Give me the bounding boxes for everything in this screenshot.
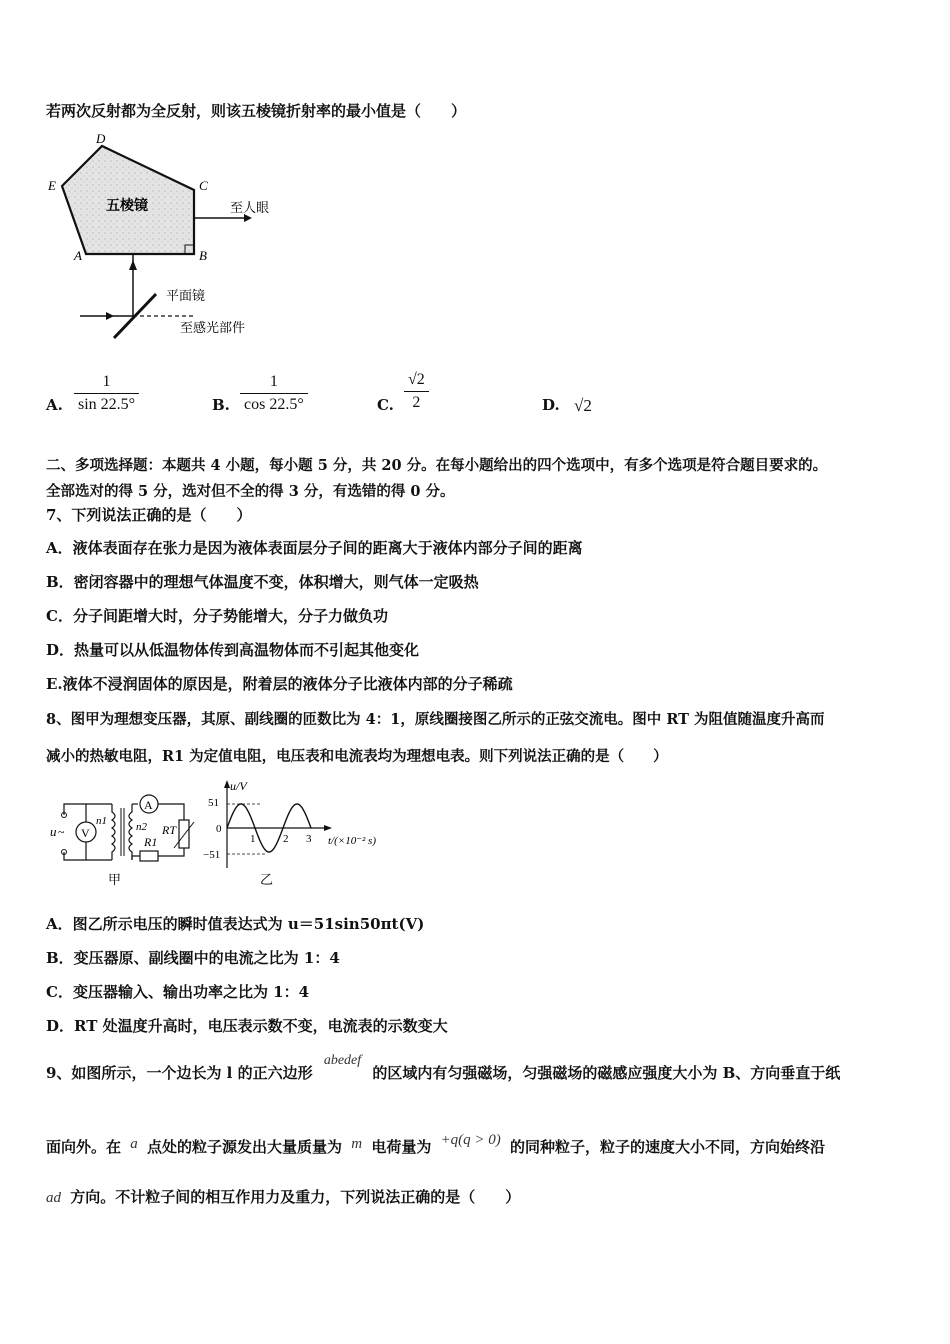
yi-label: 乙 <box>260 873 274 888</box>
q8-option-c: C．变压器输入、输出功率之比为 1：4 <box>46 983 310 1001</box>
section2-heading: 二、多项选择题：本题共 4 小题，每小题 5 分，共 20 分。在每小题给出的四个选项中，有多个选项是符合题目要求的。 <box>46 457 828 474</box>
q9-point-a: a <box>130 1136 138 1152</box>
x-tick-1: 1 <box>250 833 256 845</box>
q8-option-d: D．RT 处温度升高时，电压表示数不变，电流表的示数变大 <box>46 1017 448 1035</box>
q9-mass: m <box>351 1136 363 1152</box>
q9-charge: +q(q > 0) <box>440 1132 501 1148</box>
vertex-c: C <box>199 178 208 193</box>
q6-option-a-num: 1 <box>102 373 111 390</box>
q7-option-a: A．液体表面存在张力是因为液体表面层分子间的距离大于液体内部分子间的距离 <box>46 539 583 557</box>
q9-line2 <box>46 1132 826 1157</box>
q9-line3-text: 方向。不计粒子间的相互作用力及重力，下列说法正确的是（ ） <box>70 1188 521 1206</box>
q6-option-d-letter: D. <box>542 396 560 414</box>
vertex-b: B <box>199 248 207 263</box>
n1-label: n1 <box>96 815 107 827</box>
q6-option-a-den: sin 22.5° <box>74 393 139 414</box>
q6-stem: 若两次反射都为全反射，则该五棱镜折射率的最小值是（ ） <box>46 102 467 120</box>
y-tick-zero: 0 <box>216 823 222 835</box>
q7-option-e: E.液体不浸润固体的原因是，附着层的液体分子比液体内部的分子稀疏 <box>46 675 513 693</box>
q9-line2-d: 的同种粒子，粒子的速度大小不同，方向始终沿 <box>510 1138 826 1156</box>
q7-option-c: C．分子间距增大时，分子势能增大，分子力做负功 <box>46 607 388 625</box>
q6-option-c-den: 2 <box>404 391 429 412</box>
x-axis-label: t/(×10⁻² s) <box>328 835 376 847</box>
q8-stem-line2: 减小的热敏电阻，R1 为定值电阻，电压表和电流表均为理想电表。则下列说法正确的是（ ） <box>46 748 668 765</box>
y-tick-max: 51 <box>208 797 219 809</box>
q9-line1 <box>46 1053 841 1083</box>
q8-stem-line1: 8、图甲为理想变压器，其原、副线圈的匝数比为 4：1，原线圈接图乙所示的正弦交流电。图中 RT 为阻值随温度升高而 <box>46 711 825 728</box>
q7-stem: 7、下列说法正确的是（ ） <box>46 506 252 524</box>
q6-option-a-letter: A. <box>46 396 63 414</box>
q9-line1-a: 9、如图所示，一个边长为 l 的正六边形 <box>46 1064 313 1082</box>
q9-direction: ad <box>46 1190 61 1206</box>
q8-option-a: A．图乙所示电压的瞬时值表达式为 u＝51sin50πt(V) <box>46 915 425 933</box>
vertex-a: A <box>74 248 82 263</box>
jia-label: 甲 <box>108 873 122 888</box>
q6-option-c-letter: C. <box>377 396 394 414</box>
q9-hexagon: abedef <box>323 1053 362 1068</box>
voltage-chart <box>200 778 400 890</box>
svg-text:A: A <box>144 798 153 812</box>
x-tick-3: 3 <box>306 833 312 845</box>
q6-option-c-fraction <box>404 371 429 412</box>
y-tick-min: −51 <box>203 849 221 861</box>
n2-label: n2 <box>136 821 147 833</box>
q6-option-b-den: cos 22.5° <box>240 393 308 414</box>
q6-option-b-letter: B. <box>212 396 230 414</box>
rt-label: RT <box>162 823 177 837</box>
eye-label: 至人眼 <box>230 201 270 216</box>
q7-option-b: B．密闭容器中的理想气体温度不变，体积增大，则气体一定吸热 <box>46 573 479 591</box>
q9-line3 <box>46 1186 520 1207</box>
q8-option-b: B．变压器原、副线圈中的电流之比为 1：4 <box>46 949 340 967</box>
sensor-label: 至感光部件 <box>180 321 246 336</box>
pentaprism-figure <box>44 130 304 345</box>
y-axis-label: u/V <box>230 779 247 793</box>
r1-label: R1 <box>144 835 158 849</box>
q6-option-b-num: 1 <box>269 373 278 390</box>
svg-text:~: ~ <box>58 825 65 839</box>
q6-option-a-fraction <box>74 373 139 414</box>
prism-label: 五棱镜 <box>106 198 148 214</box>
vertex-d: D <box>96 131 106 146</box>
q9-line2-b: 点处的粒子源发出大量质量为 <box>146 1138 342 1156</box>
vertex-e: E <box>48 178 56 193</box>
mirror-label: 平面镜 <box>166 289 206 304</box>
q9-line2-a: 面向外。在 <box>46 1138 122 1156</box>
svg-text:V: V <box>81 826 90 840</box>
q6-option-d-value: √2 <box>574 396 592 415</box>
transformer-circuit <box>46 790 206 890</box>
x-tick-2: 2 <box>283 833 289 845</box>
q9-line1-b: 的区域内有匀强磁场，匀强磁场的磁感应强度大小为 B、方向垂直于纸 <box>372 1064 841 1082</box>
q6-option-c-num: √2 <box>408 371 425 388</box>
q7-option-d: D．热量可以从低温物体传到高温物体而不引起其他变化 <box>46 641 420 659</box>
source-u-label: u <box>50 824 57 839</box>
q9-line2-c: 电荷量为 <box>371 1138 432 1156</box>
section2-scoring: 全部选对的得 5 分，选对但不全的得 3 分，有选错的得 0 分。 <box>46 483 455 500</box>
q6-option-b-fraction <box>240 373 308 414</box>
